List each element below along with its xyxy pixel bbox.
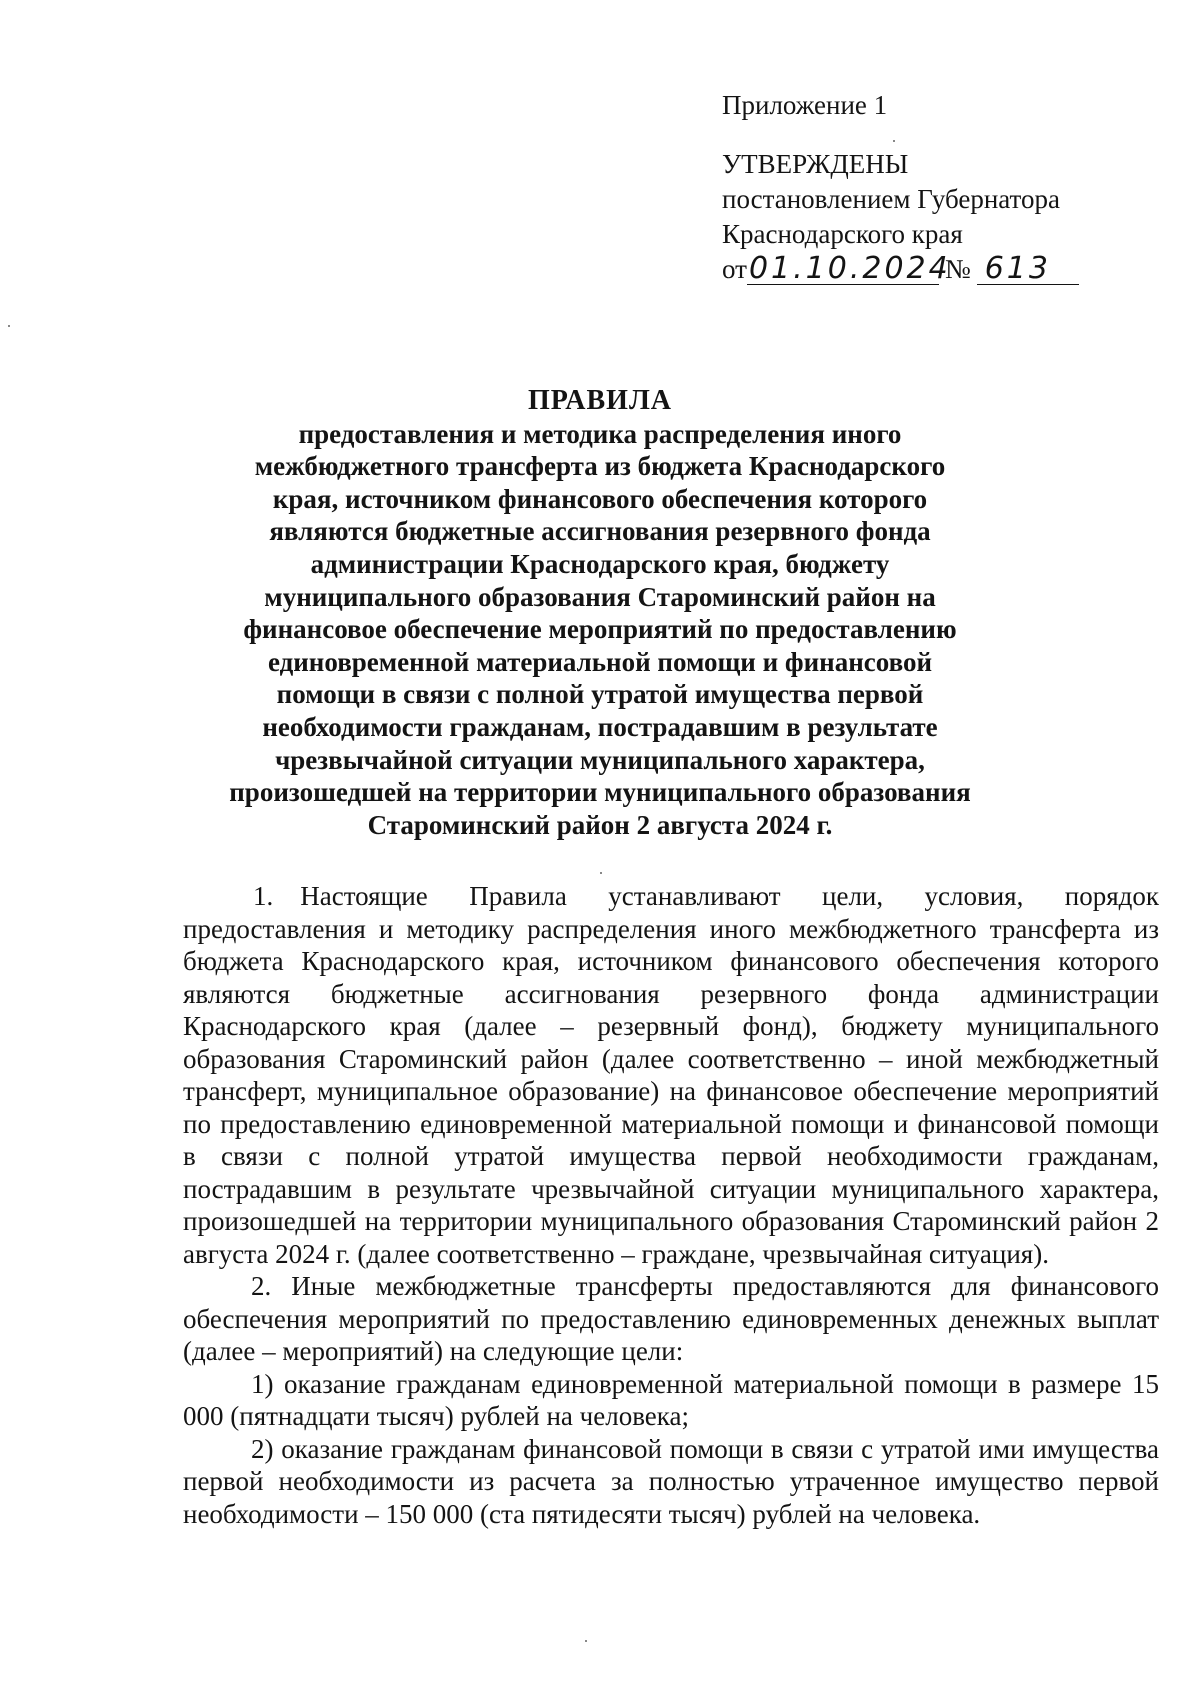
annex-label: Приложение 1 <box>722 90 888 120</box>
document-body <box>183 880 1159 1530</box>
handwritten-number: 613 <box>977 254 1079 285</box>
approval-date-line <box>722 252 1079 287</box>
document-title <box>150 385 1050 841</box>
title-line: являются бюджетные ассигнования резервного фонда <box>269 516 931 547</box>
title-line: края, источником финансового обеспечения которого <box>272 483 928 514</box>
paragraph-2-item-1: 1) оказание гражданам единовременной материальной помощи в размере 15 000 (пятнадцати тысяч) рублей на человека; <box>183 1368 1159 1431</box>
scan-speck <box>600 872 602 874</box>
title-line: единовременной материальной помощи и финансовой <box>267 646 933 677</box>
title-line: муниципального образования Староминский район на <box>264 581 936 612</box>
date-prefix: от <box>722 254 747 284</box>
title-line: помощи в связи с полной утратой имущества первой <box>276 679 924 710</box>
approved-by-line-1: постановлением Губернатора <box>722 184 1060 214</box>
approved-label: УТВЕРЖДЕНЫ <box>722 149 909 179</box>
scan-speck <box>585 1640 587 1642</box>
title-line: администрации Краснодарского края, бюджету <box>310 548 890 579</box>
title-line: необходимости гражданам, пострадавшим в результате <box>262 711 938 742</box>
handwritten-date: 01.10.2024 <box>748 251 951 286</box>
title-heading: ПРАВИЛА <box>527 385 673 416</box>
paragraph-1: 1. Настоящие Правила устанавливают цели, условия, порядок предоставления и методику распределения иного межбюджетного трансферта из бюджета Краснодарского края, источником финансового обеспечения которого являются бюджетные ассигнования резервного фонда администрации Краснодарского края (далее – резервный фонд), бюджету муниципального образования Староминский район (далее соответственно – иной межбюджетный трансферт, муниципальное образование) на финансовое обеспечение мероприятий по предоставлению единовременной материальной помощи и финансовой помощи в связи с полной утратой имущества первой необходимости гражданам, пострадавшим в результате чрезвычайной ситуации муниципального характера, произошедшей на территории муниципального образования Староминский район 2 августа 2024 г. (далее соответственно – граждане, чрезвычайная ситуация). <box>183 881 1159 1269</box>
approved-by-line-2: Краснодарского края <box>722 219 963 249</box>
title-line: чрезвычайной ситуации муниципального характера, <box>275 744 925 775</box>
title-line: Староминский район 2 августа 2024 г. <box>367 809 833 840</box>
number-sign: № <box>944 254 971 284</box>
paragraph-2-item-2: 2) оказание гражданам финансовой помощи в связи с утратой ими имущества первой необходимости из расчета за полностью утраченное имущество первой необходимости – 150 000 (ста пятидесяти тысяч) рублей на человека. <box>183 1433 1159 1529</box>
title-line: предоставления и методика распределения иного <box>298 418 902 449</box>
scan-speck <box>8 325 10 327</box>
title-line: финансовое обеспечение мероприятий по предоставлению <box>243 614 957 645</box>
approval-block <box>722 88 1079 287</box>
title-line: межбюджетного трансферта из бюджета Краснодарского <box>254 451 946 482</box>
scan-speck <box>893 140 895 142</box>
paragraph-2: 2. Иные межбюджетные трансферты предоставляются для финансового обеспечения мероприятий по предоставлению единовременных денежных выплат (далее – мероприятий) на следующие цели: <box>183 1271 1159 1366</box>
title-line: произошедшей на территории муниципального образования <box>229 777 971 808</box>
